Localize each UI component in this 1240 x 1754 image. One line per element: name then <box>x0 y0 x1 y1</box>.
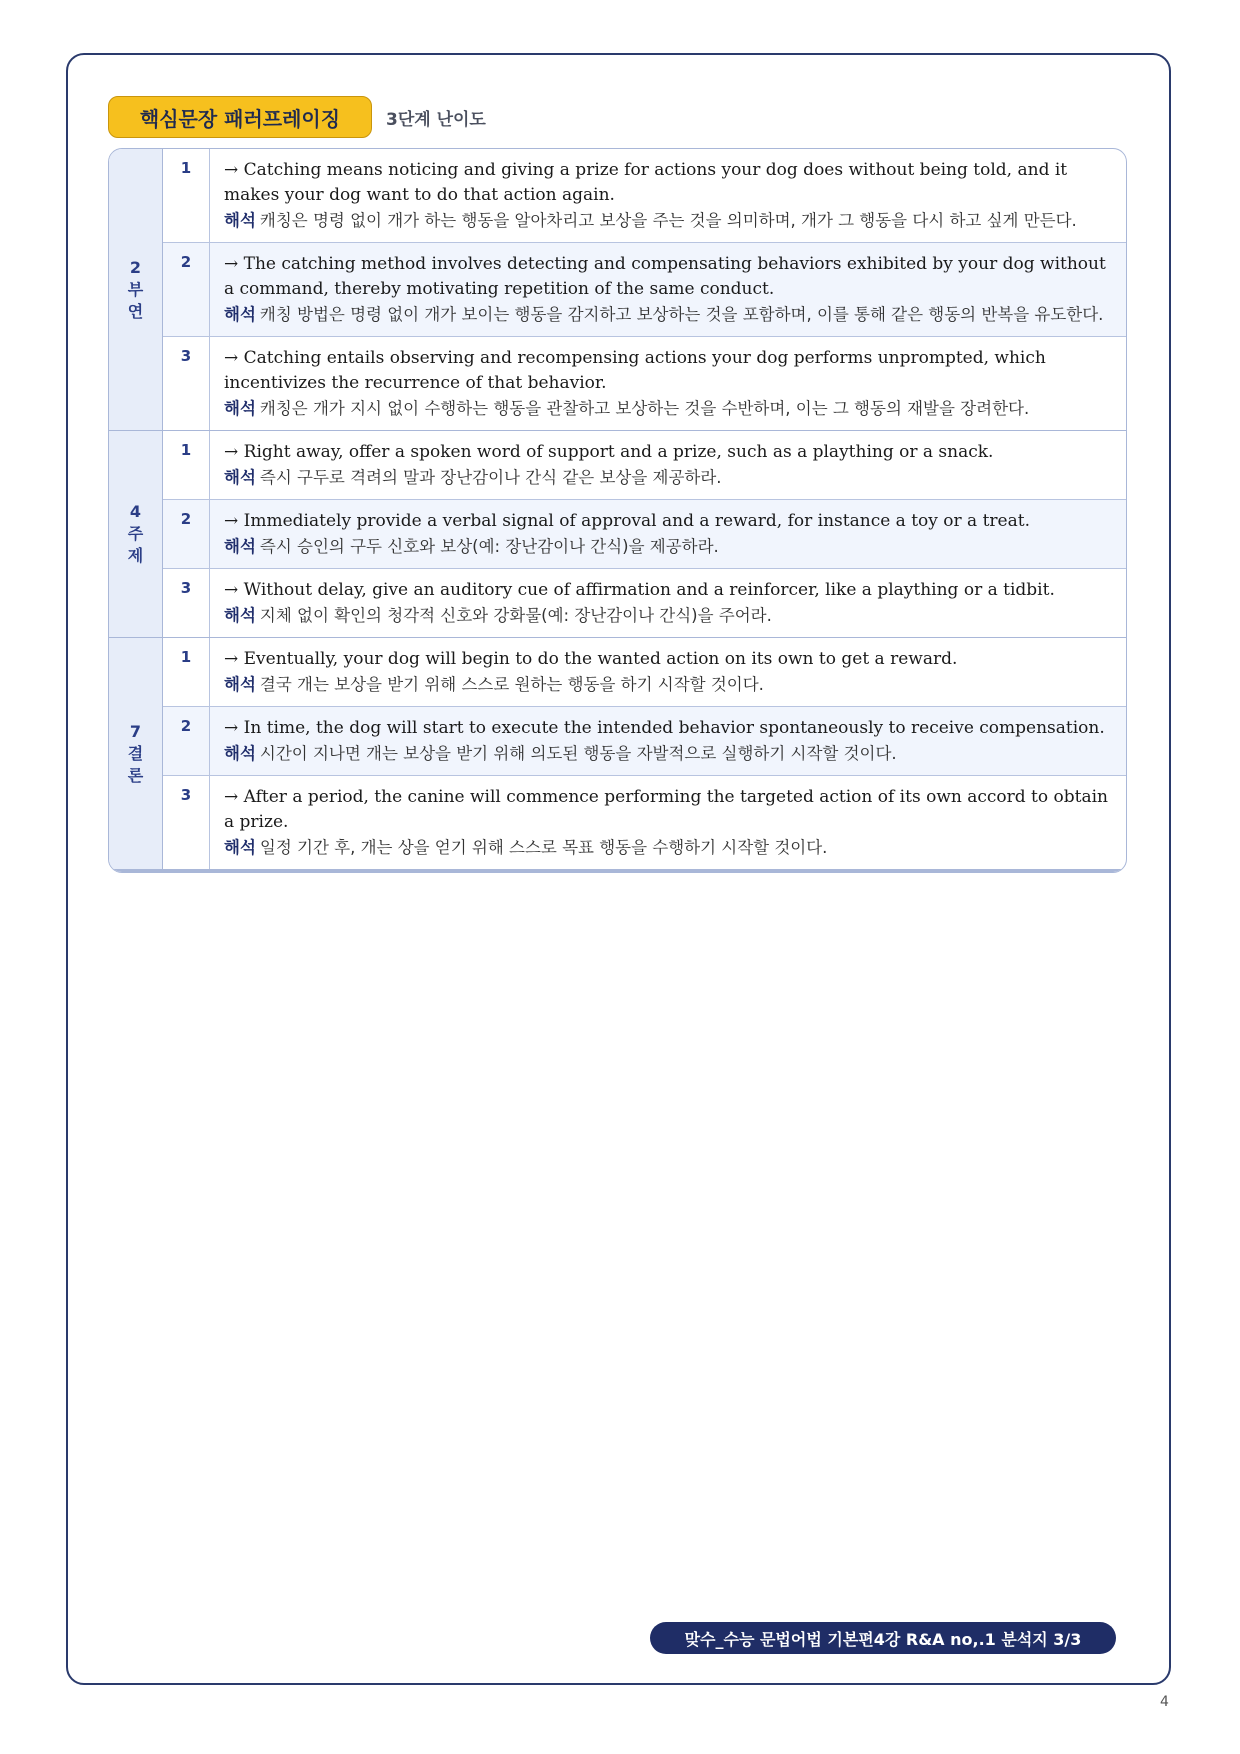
translation-text: 캐칭은 개가 지시 없이 수행하는 행동을 관찰하고 보상하는 것을 수반하며, 이는 그 행동의 재발을 장려한다. <box>259 399 1030 418</box>
table-row <box>163 638 1126 707</box>
translation-label: 해석 <box>224 675 256 694</box>
row-number: 2 <box>163 707 210 775</box>
section-label-char: 론 <box>127 765 144 785</box>
table-section <box>109 638 1126 872</box>
row-number: 1 <box>163 638 210 706</box>
title-badge: 핵심문장 패러프레이징 <box>108 96 372 138</box>
row-content <box>210 337 1126 430</box>
translation-text: 결국 개는 보상을 받기 위해 스스로 원하는 행동을 하기 시작할 것이다. <box>259 675 764 694</box>
korean-translation <box>224 534 1110 559</box>
footer-badge: 맞수_수능 문법어법 기본편4강 R&A no,.1 분석지 3/3 <box>650 1622 1116 1654</box>
korean-translation <box>224 396 1110 421</box>
translation-text: 즉시 구두로 격려의 말과 장난감이나 간식 같은 보상을 제공하라. <box>259 468 722 487</box>
row-content <box>210 243 1126 336</box>
row-number: 3 <box>163 337 210 430</box>
row-content <box>210 500 1126 568</box>
section-label <box>109 149 163 430</box>
translation-label: 해석 <box>224 537 256 556</box>
section-label-char: 제 <box>127 546 144 565</box>
english-sentence: → The catching method involves detecting and compensating behaviors exhibited by your dog without a command, thereby motivating repetition of the same conduct. <box>224 254 1106 299</box>
row-number: 1 <box>163 431 210 499</box>
translation-label: 해석 <box>224 606 256 625</box>
paraphrase-table <box>108 148 1127 873</box>
row-content <box>210 149 1126 242</box>
table-section <box>109 149 1126 431</box>
row-content <box>210 776 1126 869</box>
section-label-char: 4 <box>129 502 142 521</box>
row-content <box>210 569 1126 637</box>
difficulty-level: 3단계 난이도 <box>386 109 486 130</box>
table-row <box>163 707 1126 776</box>
translation-text: 즉시 승인의 구두 신호와 보상(예: 장난감이나 간식)을 제공하라. <box>259 537 719 556</box>
table-row <box>163 337 1126 430</box>
section-label-char: 7 <box>129 721 142 741</box>
korean-translation <box>224 603 1110 628</box>
section-label-char: 2 <box>129 257 142 277</box>
korean-translation <box>224 465 1110 490</box>
section-label <box>109 431 163 637</box>
table-row <box>163 431 1126 500</box>
translation-text: 지체 없이 확인의 청각적 신호와 강화물(예: 장난감이나 간식)을 주어라. <box>259 606 772 625</box>
section-label-char: 부 <box>127 279 144 299</box>
translation-label: 해석 <box>224 211 256 230</box>
english-sentence: → Eventually, your dog will begin to do the wanted action on its own to get a reward. <box>224 649 958 669</box>
translation-text: 캐칭은 명령 없이 개가 하는 행동을 알아차리고 보상을 주는 것을 의미하며, 개가 그 행동을 다시 하고 싶게 만든다. <box>259 211 1077 230</box>
english-sentence: → In time, the dog will start to execute the intended behavior spontaneously to receive compensation. <box>224 718 1105 738</box>
row-content <box>210 431 1126 499</box>
table-row <box>163 500 1126 569</box>
korean-translation <box>224 302 1110 327</box>
translation-text: 시간이 지나면 개는 보상을 받기 위해 의도된 행동을 자발적으로 실행하기 시작할 것이다. <box>259 744 897 763</box>
table-row <box>163 776 1126 869</box>
page-number: 4 <box>1160 1694 1169 1710</box>
row-content <box>210 638 1126 706</box>
row-number: 2 <box>163 500 210 568</box>
translation-label: 해석 <box>224 305 256 324</box>
translation-label: 해석 <box>224 399 256 418</box>
korean-translation <box>224 741 1110 766</box>
section-header <box>108 96 486 138</box>
translation-label: 해석 <box>224 468 256 487</box>
korean-translation <box>224 835 1110 860</box>
section-label-char: 연 <box>127 301 144 321</box>
row-number: 1 <box>163 149 210 242</box>
row-number: 3 <box>163 776 210 869</box>
row-content <box>210 707 1126 775</box>
section-label-char: 결 <box>127 743 144 763</box>
translation-text: 캐칭 방법은 명령 없이 개가 보이는 행동을 감지하고 보상하는 것을 포함하며, 이를 통해 같은 행동의 반복을 유도한다. <box>259 305 1104 324</box>
section-label-char: 주 <box>127 524 144 543</box>
table-section <box>109 431 1126 638</box>
english-sentence: → Catching means noticing and giving a prize for actions your dog does without being told, and it makes your dog want to do that action again. <box>224 160 1068 205</box>
table-row <box>163 243 1126 337</box>
english-sentence: → Catching entails observing and recompensing actions your dog performs unprompted, which incentivizes the recurrence of that behavior. <box>224 348 1046 393</box>
english-sentence: → Without delay, give an auditory cue of affirmation and a reinforcer, like a plaything or a tidbit. <box>224 580 1055 600</box>
table-row <box>163 149 1126 243</box>
translation-label: 해석 <box>224 744 256 763</box>
section-label <box>109 638 163 869</box>
translation-text: 일정 기간 후, 개는 상을 얻기 위해 스스로 목표 행동을 수행하기 시작할 것이다. <box>259 838 828 857</box>
korean-translation <box>224 672 1110 697</box>
english-sentence: → Immediately provide a verbal signal of approval and a reward, for instance a toy or a treat. <box>224 511 1030 531</box>
english-sentence: → Right away, offer a spoken word of support and a prize, such as a plaything or a snack. <box>224 442 994 462</box>
translation-label: 해석 <box>224 838 256 857</box>
korean-translation <box>224 208 1110 233</box>
table-row <box>163 569 1126 637</box>
row-number: 2 <box>163 243 210 336</box>
english-sentence: → After a period, the canine will commence performing the targeted action of its own accord to obtain a prize. <box>224 787 1108 832</box>
row-number: 3 <box>163 569 210 637</box>
